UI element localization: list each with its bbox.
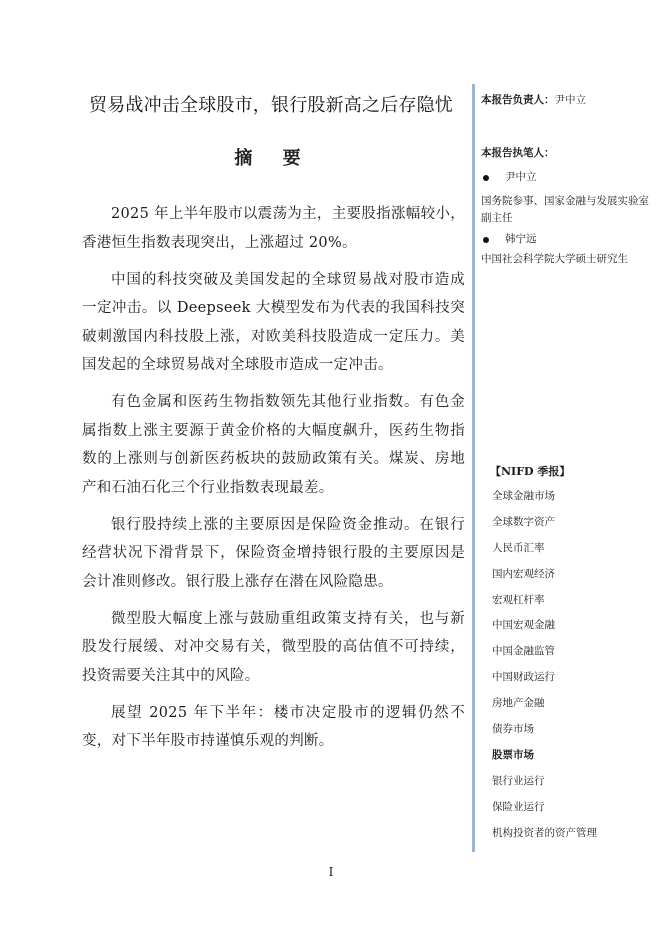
abstract-heading: 摘 要	[234, 148, 313, 169]
bullet-icon	[483, 175, 489, 181]
writer-name-row	[481, 169, 651, 186]
sidebar-divider	[472, 84, 475, 852]
abstract-paragraph: 银行股持续上涨的主要原因是保险资金推动。在银行经营状况下滑背景下，保险资金增持银行股的主要原因是会计准则修改。银行股上涨存在潜在风险隐患。	[82, 516, 465, 590]
bullet-icon	[483, 237, 489, 243]
writer-name: 韩宁远	[505, 233, 537, 245]
nifd-item[interactable]: 国内宏观经济	[492, 567, 555, 580]
writer-title: 国务院参事、国家金融与发展实验室副主任	[481, 195, 649, 224]
abstract-paragraph: 有色金属和医药生物指数领先其他行业指数。有色金属指数上涨主要源于黄金价格的大幅度飙升，医药生物指数的上涨则与创新医药板块的鼓励政策有关。煤炭、房地产和石油石化三个行业指数表现最差。	[82, 394, 465, 496]
responsible-person	[481, 92, 651, 109]
nifd-item[interactable]: 全球金融市场	[492, 490, 555, 502]
nifd-item-current[interactable]: 股票市场	[492, 748, 534, 761]
writers-label	[481, 145, 651, 162]
nifd-item[interactable]: 银行业运行	[492, 774, 545, 787]
nifd-item[interactable]: 房地产金融	[492, 697, 545, 710]
nifd-item[interactable]: 全球数字资产	[492, 515, 555, 528]
writer-entry	[481, 169, 651, 227]
abstract-body	[82, 200, 465, 764]
abstract-paragraph: 展望 2025 年下半年：楼市决定股市的逻辑仍然不变，对下半年股市持谨慎乐观的判断。	[82, 704, 465, 749]
report-title: 贸易战冲击全球股市，银行股新高之后存隐忧	[89, 95, 453, 116]
nifd-item[interactable]: 人民币汇率	[492, 541, 545, 554]
writer-name-row	[481, 231, 651, 248]
abstract-paragraph: 2025 年上半年股市以震荡为主，主要股指涨幅较小，香港恒生指数表现突出，上涨超过 20%。	[82, 206, 465, 251]
nifd-item[interactable]: 保险业运行	[492, 800, 545, 813]
nifd-report-list	[492, 488, 597, 850]
nifd-heading: 【NIFD 季报】	[490, 465, 571, 478]
writer-entry	[481, 231, 651, 268]
nifd-item[interactable]: 中国财政运行	[492, 671, 555, 684]
nifd-item[interactable]: 机构投资者的资产管理	[492, 826, 597, 839]
abstract-paragraph: 微型股大幅度上涨与鼓励重组政策支持有关，也与新股发行展缓、对冲交易有关，微型股的高估值不可持续，投资需要关注其中的风险。	[82, 610, 465, 684]
writer-name: 尹中立	[505, 171, 537, 183]
nifd-item[interactable]: 中国宏观金融	[492, 619, 555, 632]
abstract-paragraph: 中国的科技突破及美国发起的全球贸易战对股市造成一定冲击。以 Deepseek 大模型发布为代表的我国科技突破刺激国内科技股上涨，对欧美科技股造成一定压力。美国发起的全球贸易战对全球股市造成一定冲击。	[82, 271, 465, 373]
writers-label-text: 本报告执笔人：	[481, 147, 555, 159]
nifd-item[interactable]: 债券市场	[492, 723, 534, 736]
responsible-label: 本报告负责人：	[481, 94, 555, 106]
nifd-item[interactable]: 中国金融监管	[492, 645, 555, 658]
page-number: I	[328, 865, 334, 879]
responsible-name: 尹中立	[554, 94, 586, 106]
writer-title: 中国社会科学院大学硕士研究生	[481, 253, 628, 265]
nifd-item[interactable]: 宏观杠杆率	[492, 593, 545, 606]
